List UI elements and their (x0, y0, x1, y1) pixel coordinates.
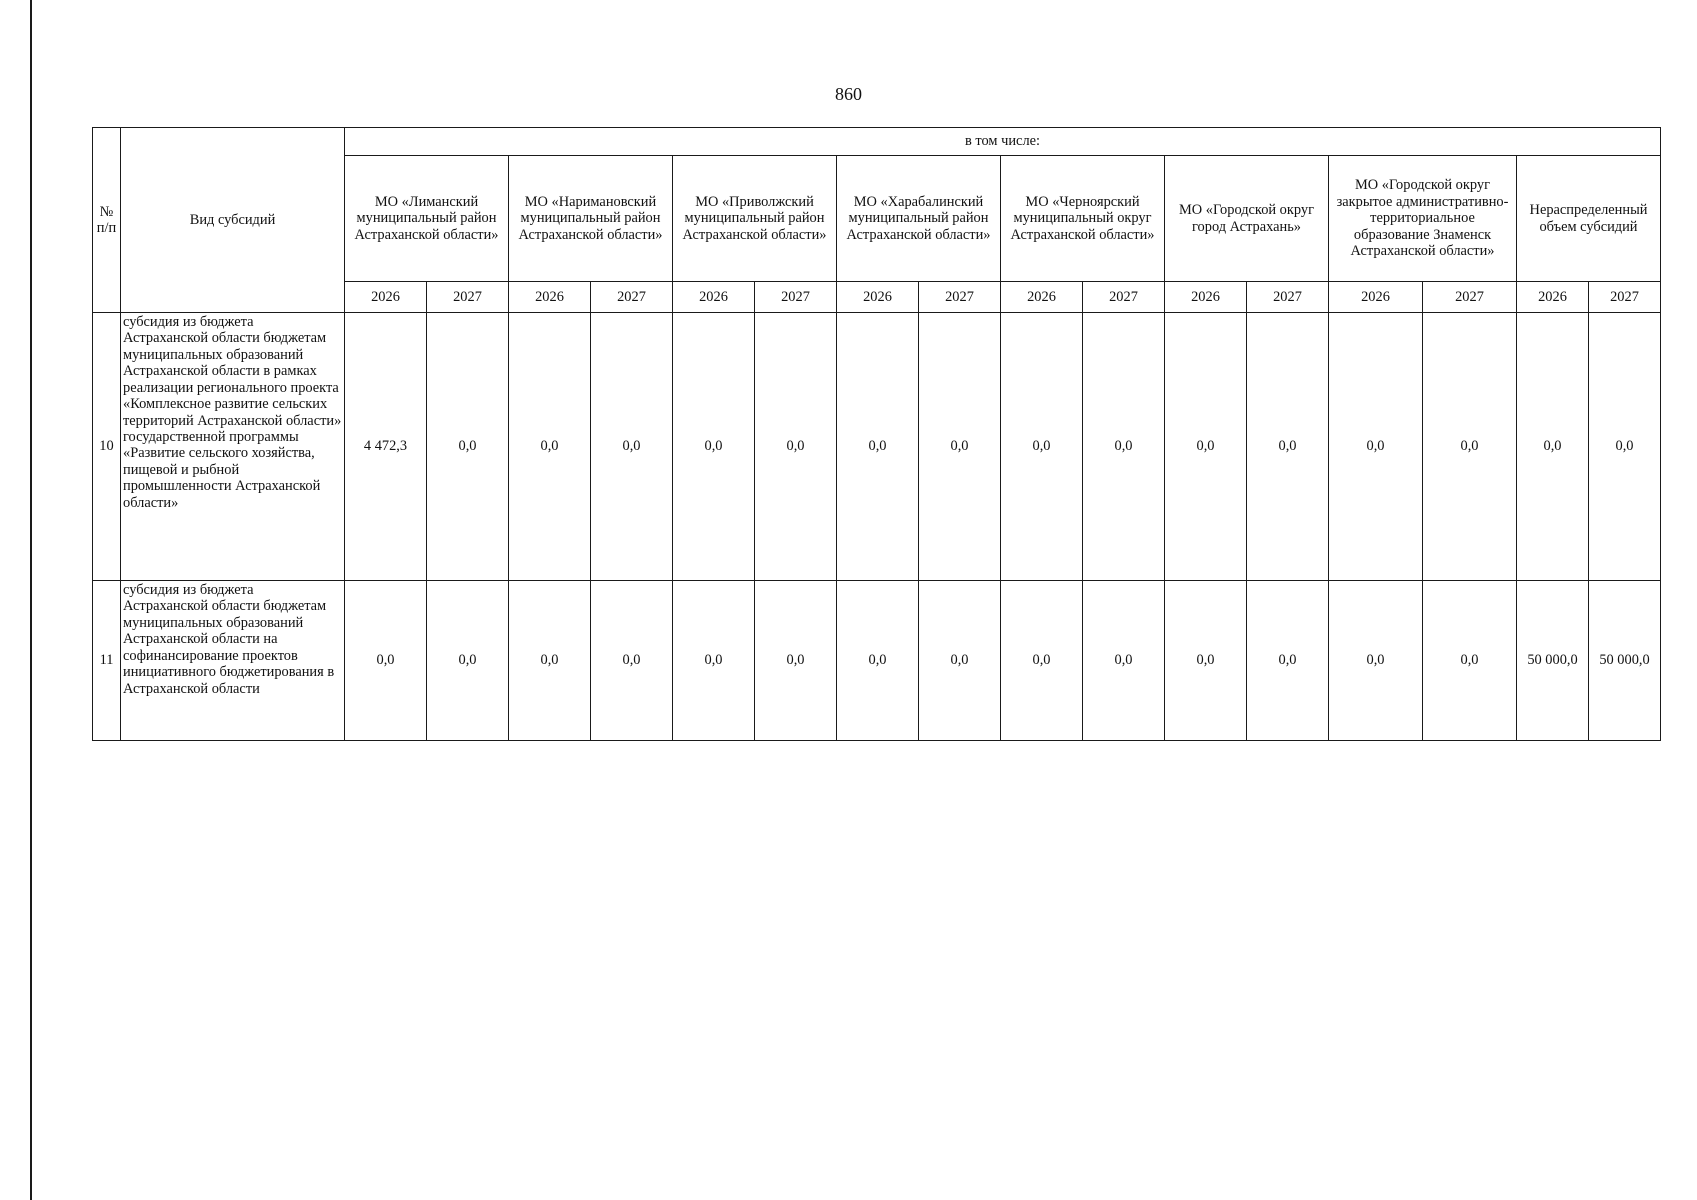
year-2027: 2027 (1423, 282, 1517, 313)
value-cell: 0,0 (1517, 313, 1589, 581)
year-2027: 2027 (919, 282, 1001, 313)
year-2026: 2026 (673, 282, 755, 313)
value-cell: 0,0 (509, 313, 591, 581)
header-limansky: МО «Лиманский муниципальный район Астраханской области» (345, 156, 509, 282)
value-cell: 4 472,3 (345, 313, 427, 581)
year-2027: 2027 (755, 282, 837, 313)
value-cell: 0,0 (427, 581, 509, 741)
value-cell: 0,0 (755, 313, 837, 581)
table-row (93, 313, 1661, 581)
value-cell: 0,0 (1001, 313, 1083, 581)
header-kharabalinsky: МО «Харабалинский муниципальный район Астраханской области» (837, 156, 1001, 282)
value-cell: 0,0 (1165, 313, 1247, 581)
value-cell: 0,0 (673, 313, 755, 581)
header-astrakhan-city: МО «Городской округ город Астрахань» (1165, 156, 1329, 282)
header-chernoyarsky: МО «Черноярский муниципальный округ Астраханской области» (1001, 156, 1165, 282)
value-cell: 0,0 (673, 581, 755, 741)
value-cell: 0,0 (1083, 581, 1165, 741)
value-cell: 0,0 (1329, 313, 1423, 581)
value-cell: 0,0 (1423, 581, 1517, 741)
header-narimanovsky: МО «Наримановский муниципальный район Астраханской области» (509, 156, 673, 282)
subsidy-name: субсидия из бюджета Астраханской области бюджетам муниципальных образований Астраханской области на софинансирование проектов инициативного бюджетирования в Астраханской области (121, 581, 345, 741)
header-privolzhsky: МО «Приволжский муниципальный район Астраханской области» (673, 156, 837, 282)
value-cell: 0,0 (1165, 581, 1247, 741)
row-number: 11 (93, 581, 121, 741)
subsidy-name: субсидия из бюджета Астраханской области бюджетам муниципальных образований Астраханской области в рамках реализации регионального проекта «Комплексное развитие сельских территорий Астраханской области» государственной программы «Развитие сельского хозяйства, пищевой и рыбной промышленности Астраханской области» (121, 313, 345, 581)
value-cell: 0,0 (755, 581, 837, 741)
header-group-title: в том числе: (345, 128, 1661, 156)
row-number: 10 (93, 313, 121, 581)
header-subsidy-type: Вид субсидий (121, 128, 345, 313)
value-cell: 0,0 (919, 313, 1001, 581)
year-2026: 2026 (509, 282, 591, 313)
value-cell: 0,0 (837, 581, 919, 741)
year-2026: 2026 (1329, 282, 1423, 313)
value-cell: 0,0 (1423, 313, 1517, 581)
value-cell: 0,0 (591, 581, 673, 741)
value-cell: 0,0 (1083, 313, 1165, 581)
value-cell: 0,0 (1589, 313, 1661, 581)
value-cell: 0,0 (591, 313, 673, 581)
value-cell: 50 000,0 (1517, 581, 1589, 741)
value-cell: 0,0 (1247, 313, 1329, 581)
year-2026: 2026 (1165, 282, 1247, 313)
table-row (93, 581, 1661, 741)
left-margin-line (30, 0, 32, 1200)
header-num: № п/п (93, 128, 121, 313)
subsidy-table (92, 127, 1661, 741)
value-cell: 0,0 (345, 581, 427, 741)
page-number: 860 (835, 84, 862, 104)
value-cell: 0,0 (509, 581, 591, 741)
year-2027: 2027 (1589, 282, 1661, 313)
year-2027: 2027 (1083, 282, 1165, 313)
value-cell: 0,0 (1001, 581, 1083, 741)
value-cell: 0,0 (427, 313, 509, 581)
value-cell: 0,0 (1329, 581, 1423, 741)
header-unallocated: Нераспределенный объем субсидий (1517, 156, 1661, 282)
value-cell: 0,0 (837, 313, 919, 581)
year-2026: 2026 (1001, 282, 1083, 313)
header-znamensk: МО «Городской округ закрытое административно-территориальное образование Знаменск Астраханской области» (1329, 156, 1517, 282)
year-2027: 2027 (427, 282, 509, 313)
year-2026: 2026 (837, 282, 919, 313)
year-2026: 2026 (345, 282, 427, 313)
year-2027: 2027 (591, 282, 673, 313)
value-cell: 0,0 (1247, 581, 1329, 741)
value-cell: 50 000,0 (1589, 581, 1661, 741)
year-2026: 2026 (1517, 282, 1589, 313)
year-2027: 2027 (1247, 282, 1329, 313)
value-cell: 0,0 (919, 581, 1001, 741)
